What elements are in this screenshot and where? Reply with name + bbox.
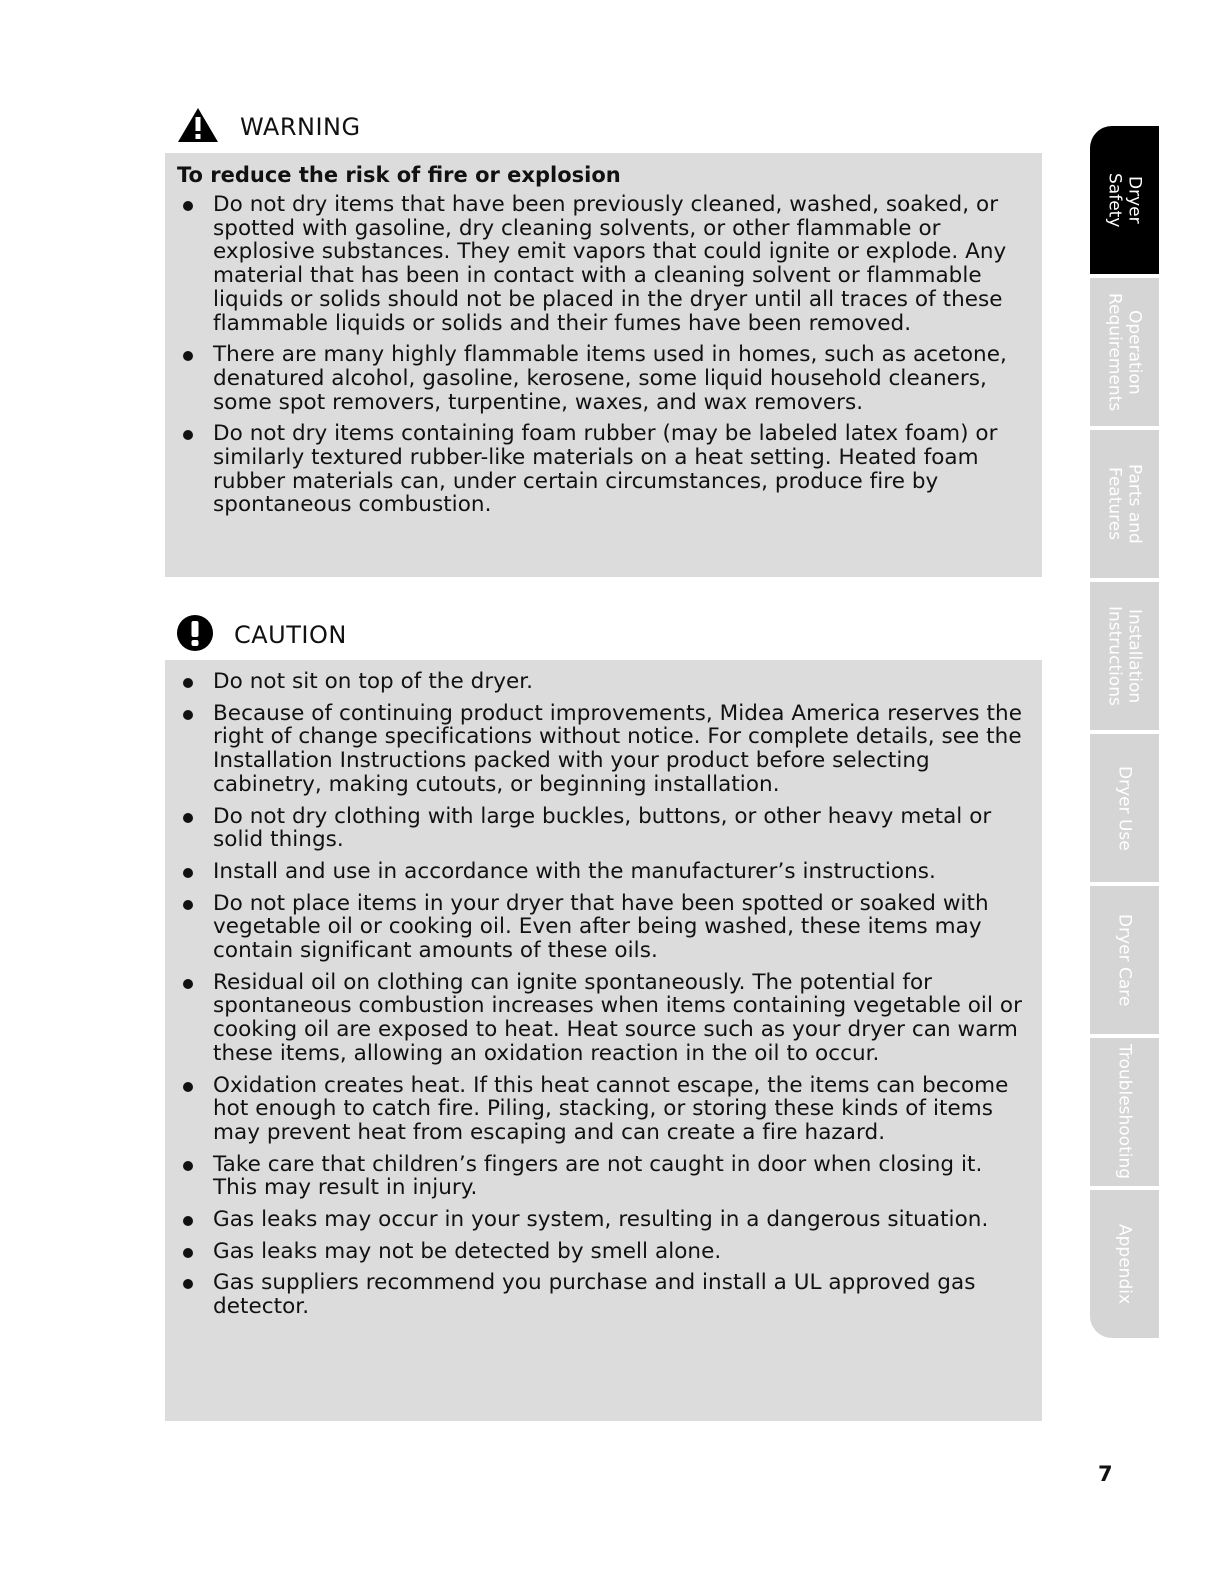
tab-label: Parts and Features — [1104, 464, 1145, 544]
tab-dryer-care[interactable] — [1090, 886, 1159, 1034]
list-item: Do not dry items that have been previously cleaned, washed, soaked, or spotted with gasoline, dry cleaning solvents, or other flammable or explosive substances. They emit vapors that could ignite or explode. Any material that has been in contact with a cleaning solvent or flammable liquids or solids should not be placed in the dryer until all traces of these flammable liquids or solids and their fumes have been removed. — [177, 193, 1030, 335]
caution-title: CAUTION — [234, 621, 347, 649]
tab-label: Troubleshooting — [1114, 1044, 1135, 1180]
list-item: Residual oil on clothing can ignite spontaneously. The potential for spontaneous combustion increases when items containing vegetable oil or cooking oil are exposed to heat. Heat source such as your dryer can warm these items, allowing an oxidation reaction in the oil to occur. — [177, 971, 1030, 1066]
list-item: Install and use in accordance with the manufacturer’s instructions. — [177, 860, 1030, 884]
list-item: Do not place items in your dryer that have been spotted or soaked with vegetable oil or cooking oil. Even after being washed, these items may contain significant amounts of these oils. — [177, 892, 1030, 963]
list-item: Gas suppliers recommend you purchase and install a UL approved gas detector. — [177, 1271, 1030, 1318]
tab-label: Operation Requirements — [1104, 292, 1145, 412]
list-item: Do not sit on top of the dryer. — [177, 670, 1030, 694]
list-item: Take care that children’s fingers are not caught in door when closing it. This may result in injury. — [177, 1153, 1030, 1200]
tab-label: Appendix — [1114, 1223, 1135, 1305]
tab-label: Installation Instructions — [1104, 606, 1145, 706]
list-item: Because of continuing product improvements, Midea America reserves the right of change specifications without notice. For complete details, see the Installation Instructions packed with your product before selecting cabinetry, making cutouts, or beginning installation. — [177, 702, 1030, 797]
warning-list — [177, 193, 1030, 517]
caution-box — [165, 660, 1042, 1421]
caution-header — [176, 614, 347, 656]
warning-title: WARNING — [240, 113, 361, 141]
caution-exclamation-icon — [176, 614, 214, 656]
tab-dryer-use[interactable] — [1090, 734, 1159, 882]
tab-label: Dryer Use — [1114, 765, 1135, 851]
tab-dryer-safety[interactable] — [1090, 126, 1159, 274]
tab-label: Dryer Care — [1114, 913, 1135, 1007]
tab-troubleshooting[interactable] — [1090, 1038, 1159, 1186]
warning-triangle-icon — [176, 106, 220, 148]
list-item: Do not dry clothing with large buckles, buttons, or other heavy metal or solid things. — [177, 805, 1030, 852]
list-item: Gas leaks may occur in your system, resulting in a dangerous situation. — [177, 1208, 1030, 1232]
tab-installation-instructions[interactable] — [1090, 582, 1159, 730]
tab-appendix[interactable] — [1090, 1190, 1159, 1338]
list-item: Do not dry items containing foam rubber (may be labeled latex foam) or similarly textured rubber-like materials on a heat setting. Heated foam rubber materials can, under certain circumstances, produce fire by spontaneous combustion. — [177, 422, 1030, 517]
warning-heading: To reduce the risk of fire or explosion — [177, 163, 621, 187]
warning-box — [165, 153, 1042, 577]
caution-list — [177, 670, 1030, 1319]
tab-parts-and-features[interactable] — [1090, 430, 1159, 578]
tab-label: Dryer Safety — [1104, 172, 1145, 228]
warning-header — [176, 106, 361, 148]
page-number: 7 — [1098, 1462, 1113, 1486]
tab-operation-requirements[interactable] — [1090, 278, 1159, 426]
list-item: There are many highly flammable items used in homes, such as acetone, denatured alcohol, gasoline, kerosene, some liquid household cleaners, some spot removers, turpentine, waxes, and wax removers. — [177, 343, 1030, 414]
section-tabs — [1090, 126, 1159, 1342]
list-item: Gas leaks may not be detected by smell alone. — [177, 1240, 1030, 1264]
list-item: Oxidation creates heat. If this heat cannot escape, the items can become hot enough to catch fire. Piling, stacking, or storing these kinds of items may prevent heat from escaping and can create a fire hazard. — [177, 1074, 1030, 1145]
